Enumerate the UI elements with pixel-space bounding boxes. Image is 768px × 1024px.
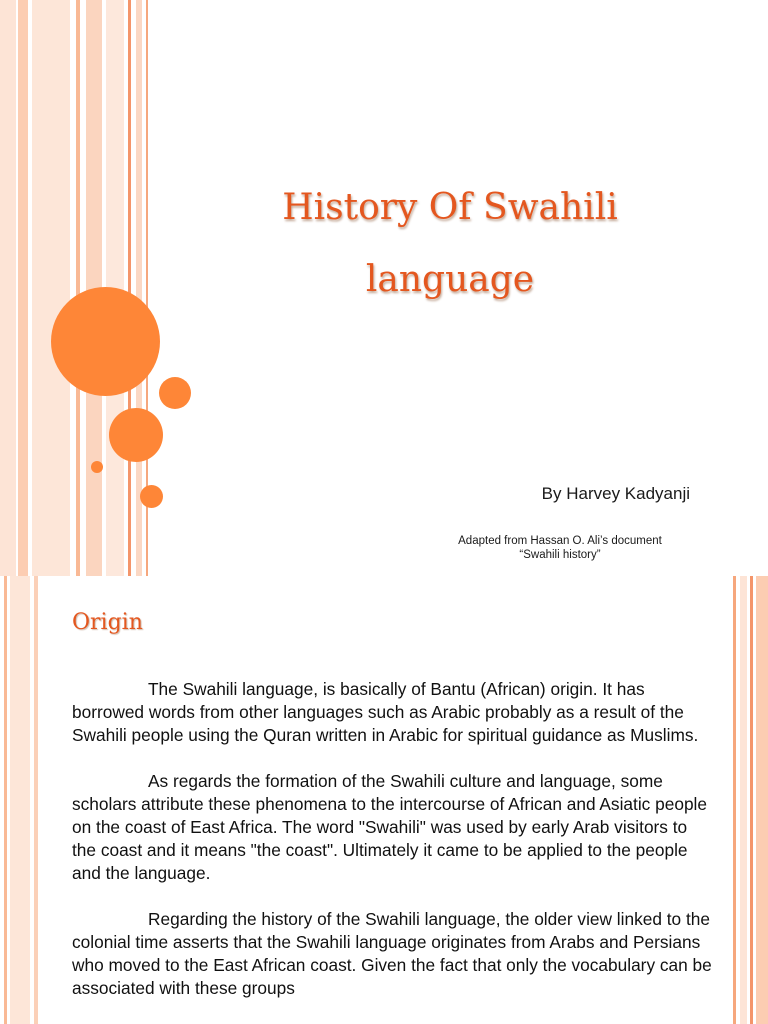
decorative-stripe [76,0,80,576]
decorative-stripe [740,576,747,1024]
slide-title [250,172,650,316]
decorative-circle-small [140,485,163,508]
decorative-stripe [733,576,736,1024]
paragraph: As regards the formation of the Swahili culture and language, some scholars attribute these phenomena to the intercourse of African and Asiatic people on the coast of East Africa. The word "Swahili" was used by early Arab visitors to the coast and it means "the coast". Ultimately it came to be applied to the people and the language. [72,771,708,883]
source-note-line: Adapted from Hassan O. Ali’s document [458,535,662,547]
decorative-circle-large [51,287,160,396]
body-text [72,678,712,1023]
decorative-circle-small [159,377,191,409]
source-note [440,534,680,562]
section-heading: Origin [72,610,143,635]
paragraph: The Swahili language, is basically of Bantu (African) origin. It has borrowed words from other languages such as Arabic probably as a result of the Swahili people using the Quran written in Arabic for spiritual guidance as Muslims. [72,679,699,745]
slide-title-line: language [365,259,535,300]
decorative-stripe [10,576,30,1024]
paragraph: Regarding the history of the Swahili language, the older view linked to the colonial time asserts that the Swahili language originates from Arabs and Persians who moved to the East African coast. Given the fact that only the vocabulary can be associated with these groups [72,909,712,998]
decorative-stripe [4,576,7,1024]
slide-title-line: History Of Swahili [282,187,618,228]
decorative-stripe [34,576,38,1024]
decorative-stripe [0,0,16,576]
decorative-stripe [32,0,70,576]
source-note-line: “Swahili history” [519,549,601,561]
decorative-stripe [18,0,28,576]
decorative-circle-tiny [91,461,103,473]
author-byline: By Harvey Kadyanji [541,484,690,503]
decorative-stripe [128,0,131,576]
decorative-stripe [750,576,753,1024]
decorative-circle-medium [109,408,163,462]
decorative-stripe [756,576,768,1024]
